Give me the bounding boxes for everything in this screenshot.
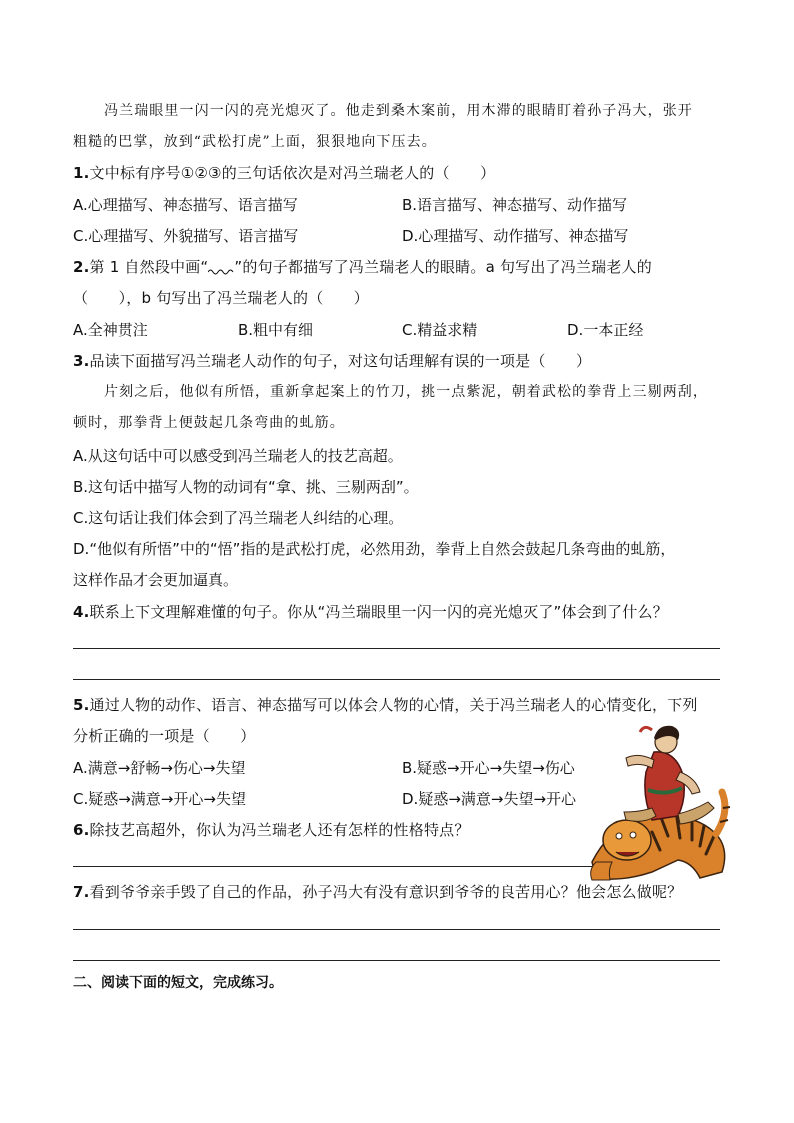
q3-option-a[interactable]: A.从这句话中可以感受到冯兰瑞老人的技艺高超。 <box>73 447 403 465</box>
question-text: 品读下面描写冯兰瑞老人动作的句子，对这句话理解有误的一项是（ ） <box>89 352 592 370</box>
question-number: 3. <box>73 352 90 370</box>
section-heading: 二、阅读下面的短文，完成练习。 <box>73 975 283 991</box>
question-number: 5. <box>73 696 90 714</box>
passage-line-1: 冯兰瑞眼里一闪一闪的亮光熄灭了。他走到桑木案前，用木滞的眼睛盯着孙子冯大，张开 <box>104 103 693 119</box>
q2-option-a[interactable]: A.全神贯注 <box>73 321 148 339</box>
wavy-underline-icon <box>208 266 234 276</box>
question-number: 2. <box>73 258 90 276</box>
q5-option-a[interactable]: A.满意→舒畅→伤心→失望 <box>73 759 246 777</box>
answer-line[interactable] <box>73 960 720 961</box>
q2-option-b[interactable]: B.粗中有细 <box>238 321 314 339</box>
q5-option-d[interactable]: D.疑惑→满意→失望→开心 <box>402 790 577 808</box>
q2-option-c[interactable]: C.精益求精 <box>402 321 478 339</box>
question-text: 除技艺高超外，你认为冯兰瑞老人还有怎样的性格特点？ <box>89 821 470 839</box>
question-text-part-2: ”的句子都描写了冯兰瑞老人的眼睛。a 句写出了冯兰瑞老人的 <box>234 258 652 276</box>
q1-option-c[interactable]: C.心理描写、外貌描写、语言描写 <box>73 227 299 245</box>
question-2 <box>73 257 652 277</box>
q1-option-a[interactable]: A.心理描写、神态描写、语言描写 <box>73 196 298 214</box>
question-number: 7. <box>73 883 90 901</box>
question-number: 6. <box>73 821 90 839</box>
question-text: 看到爷爷亲手毁了自己的作品，孙子冯大有没有意识到爷爷的良苦用心？他会怎么做呢？ <box>89 883 683 901</box>
answer-line[interactable] <box>73 648 720 649</box>
question-6 <box>73 820 470 840</box>
question-text-part-1: 第 1 自然段中画“ <box>89 258 209 276</box>
question-2-line-2: （ ），b 句写出了冯兰瑞老人的（ ） <box>73 289 369 307</box>
question-7 <box>73 882 682 902</box>
q3-option-c[interactable]: C.这句话让我们体会到了冯兰瑞老人纠结的心理。 <box>73 509 404 527</box>
question-5-line-2: 分析正确的一项是（ ） <box>73 727 256 745</box>
q5-option-b[interactable]: B.疑惑→开心→失望→伤心 <box>402 759 575 777</box>
q3-quote-line-2: 顿时，那拳背上便鼓起几条弯曲的虬筋。 <box>73 415 345 431</box>
wusong-tiger-illustration-icon <box>582 712 732 884</box>
answer-line[interactable] <box>73 679 720 680</box>
q5-option-c[interactable]: C.疑惑→满意→开心→失望 <box>73 790 246 808</box>
question-1 <box>73 163 495 183</box>
q2-option-d[interactable]: D.一本正经 <box>567 321 644 339</box>
q3-option-d[interactable]: D.“他似有所悟”中的“悟”指的是武松打虎，必然用劲，拳背上自然会鼓起几条弯曲的虬筋， <box>73 540 676 558</box>
q3-option-b[interactable]: B.这句话中描写人物的动词有“拿、挑、三剔两刮”。 <box>73 478 419 496</box>
question-number: 1. <box>73 164 90 182</box>
passage-line-2: 粗糙的巴掌，放到“武松打虎”上面，狠狠地向下压去。 <box>73 134 437 150</box>
question-3 <box>73 351 591 371</box>
q1-option-b[interactable]: B.语言描写、神态描写、动作描写 <box>402 196 628 214</box>
q1-option-d[interactable]: D.心理描写、动作描写、神态描写 <box>402 227 629 245</box>
q3-quote-line-1: 片刻之后，他似有所悟，重新拿起案上的竹刀，挑一点紫泥，朝着武松的拳背上三剔两刮， <box>104 384 708 400</box>
question-text: 联系上下文理解难懂的句子。你从“冯兰瑞眼里一闪一闪的亮光熄灭了”体会到了什么？ <box>89 603 668 621</box>
answer-line[interactable] <box>73 866 603 867</box>
question-4 <box>73 602 668 622</box>
question-text: 通过人物的动作、语言、神态描写可以体会人物的心情，关于冯兰瑞老人的心情变化，下列 <box>89 696 698 714</box>
answer-line[interactable] <box>73 929 720 930</box>
question-text: 文中标有序号①②③的三句话依次是对冯兰瑞老人的（ ） <box>89 164 496 182</box>
question-number: 4. <box>73 603 90 621</box>
q3-option-d-continued: 这样作品才会更加逼真。 <box>73 571 239 589</box>
